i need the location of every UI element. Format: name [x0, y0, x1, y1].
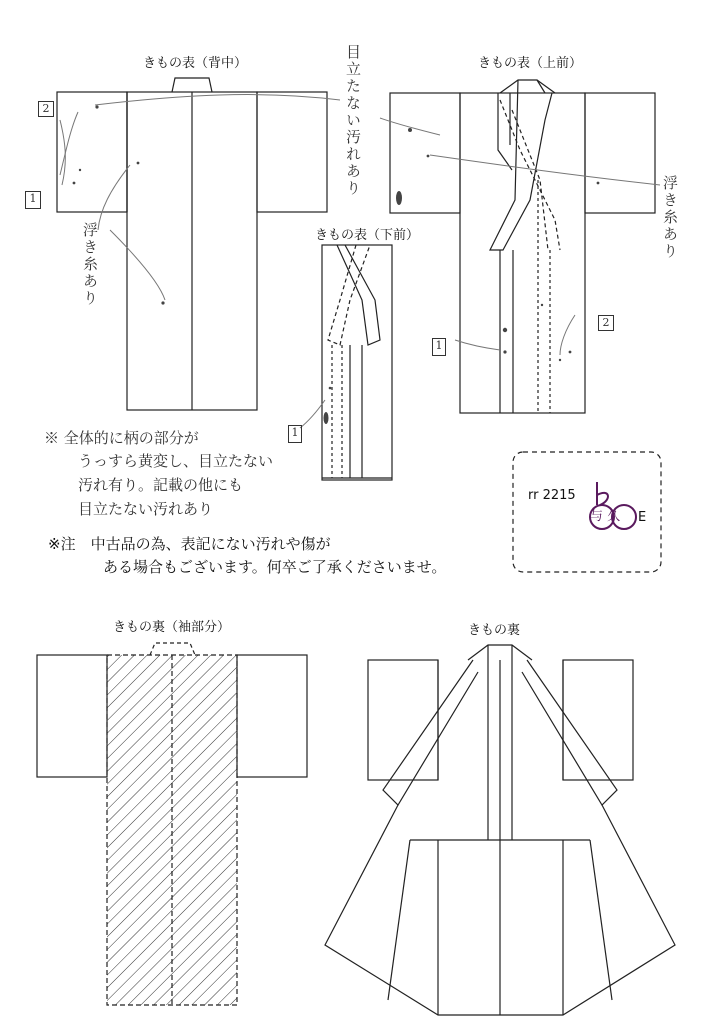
notice-line-1: ※注 中古品の為、表記にない汚れや傷が: [48, 535, 331, 553]
notice-line-2: ある場合もございます。何卒ご了承くださいませ。: [103, 558, 447, 576]
note-medatanai-yogore: 目立たない汚れあり: [344, 44, 362, 197]
kimono-shitamae-outline: [322, 245, 392, 480]
marker-2-back: 2: [38, 101, 54, 117]
stain-marks: [73, 105, 600, 424]
label-ura-sodebubun: きもの裏（袖部分）: [113, 620, 231, 635]
label-omote-senaka: きもの表（背中）: [143, 56, 248, 71]
kimono-ura-sode-outline: [37, 643, 307, 1005]
kimono-uwamae-outline: [390, 80, 655, 413]
stamp-initial: 与 久: [590, 509, 621, 524]
overall-note-line-2: うっすら黄変し、目立たない: [78, 452, 274, 470]
marker-1-uwamae: 1: [432, 338, 446, 356]
overall-note-line-1: ※ 全体的に柄の部分が: [44, 429, 199, 447]
item-code: rr 2215: [528, 488, 576, 503]
label-omote-shitamae: きもの表（下前）: [315, 228, 420, 243]
note-ukiito-right: 浮き糸あり: [661, 175, 679, 260]
label-omote-uwamae: きもの表（上前）: [478, 56, 583, 71]
label-ura: きもの裏: [468, 623, 521, 638]
note-ukiito-left: 浮き糸あり: [81, 222, 99, 307]
item-grade: E: [638, 510, 647, 525]
marker-1-back: 1: [25, 191, 41, 209]
kimono-ura-outline: [325, 645, 675, 1015]
overall-note-line-3: 汚れ有り。記載の他にも: [78, 476, 244, 494]
overall-note-line-4: 目立たない汚れあり: [78, 500, 214, 518]
marker-1-shitamae: 1: [288, 425, 302, 443]
marker-2-uwamae: 2: [598, 315, 614, 331]
